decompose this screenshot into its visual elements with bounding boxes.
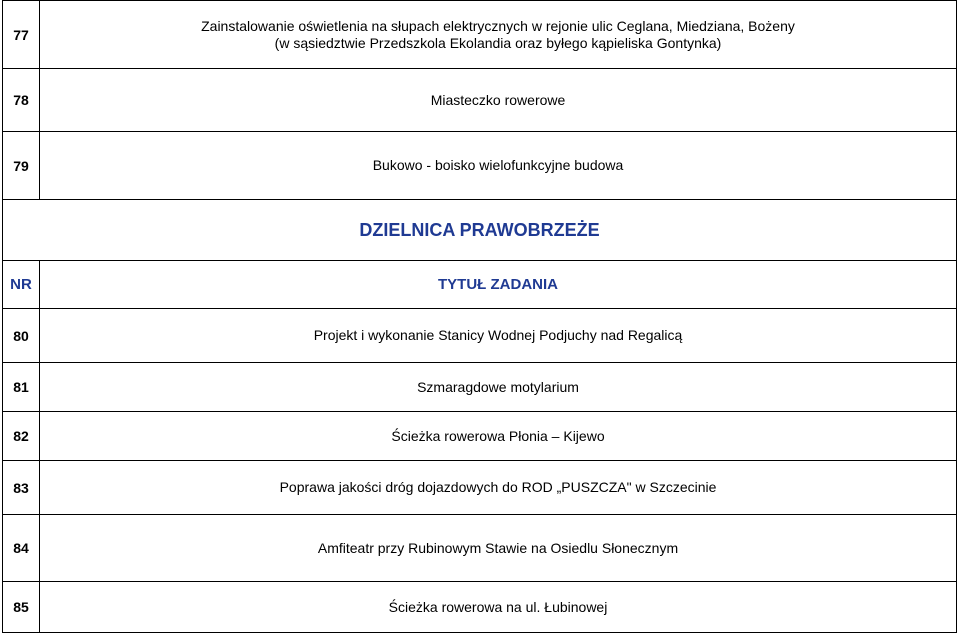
row-number: 83 <box>3 461 40 515</box>
task-title: Miasteczko rowerowe <box>40 69 957 132</box>
task-title: Bukowo - boisko wielofunkcyjne budowa <box>40 132 957 200</box>
task-title: Projekt i wykonanie Stanicy Wodnej Podjuchy nad Regalicą <box>40 309 957 363</box>
section-row <box>3 200 957 261</box>
column-header-title: TYTUŁ ZADANIA <box>40 261 957 309</box>
table-row <box>3 69 957 132</box>
table-row <box>3 515 957 582</box>
row-number: 80 <box>3 309 40 363</box>
section-title: DZIELNICA PRAWOBRZEŻE <box>3 200 957 261</box>
row-number: 85 <box>3 582 40 633</box>
row-number: 79 <box>3 132 40 200</box>
task-title: Szmaragdowe motylarium <box>40 363 957 412</box>
column-header-nr: NR <box>3 261 40 309</box>
table-row <box>3 412 957 461</box>
row-number: 82 <box>3 412 40 461</box>
header-row <box>3 261 957 309</box>
task-title-line: Zainstalowanie oświetlenia na słupach elektrycznych w rejonie ulic Ceglana, Miedziana, Bożeny <box>201 17 795 34</box>
task-title: Amfiteatr przy Rubinowym Stawie na Osiedlu Słonecznym <box>40 515 957 582</box>
row-number: 78 <box>3 69 40 132</box>
row-number: 84 <box>3 515 40 582</box>
task-title <box>40 1 957 69</box>
row-number: 81 <box>3 363 40 412</box>
tasks-table <box>2 0 957 633</box>
task-title: Ścieżka rowerowa na ul. Łubinowej <box>40 582 957 633</box>
table-row <box>3 1 957 69</box>
task-title: Poprawa jakości dróg dojazdowych do ROD „PUSZCZA" w Szczecinie <box>40 461 957 515</box>
table-row <box>3 363 957 412</box>
table-row <box>3 461 957 515</box>
table-row <box>3 132 957 200</box>
task-title: Ścieżka rowerowa Płonia – Kijewo <box>40 412 957 461</box>
table-row <box>3 309 957 363</box>
table-row <box>3 582 957 633</box>
task-title-line: (w sąsiedztwie Przedszkola Ekolandia oraz byłego kąpieliska Gontynka) <box>274 34 722 51</box>
row-number: 77 <box>3 1 40 69</box>
